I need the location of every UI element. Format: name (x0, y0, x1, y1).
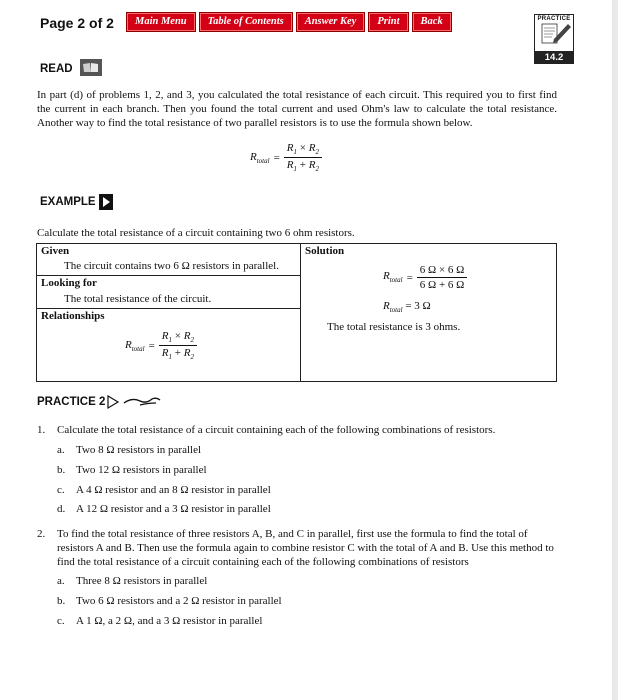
formula-fraction (284, 142, 322, 173)
relationships-formula (125, 330, 197, 361)
given-cell (37, 244, 301, 276)
solution-fraction (417, 264, 468, 291)
relationships-cell (37, 309, 301, 382)
formula-denominator: $R_1 + R_2$ (286, 159, 319, 174)
solution-conclusion: The total resistance is 3 ohms. (327, 321, 461, 333)
section-code: 14.2 (534, 51, 574, 64)
read-heading (40, 59, 102, 79)
page-edge (612, 0, 618, 700)
rel-numerator: $R_1 \times R_2$ (159, 330, 197, 346)
pencil-paper-icon (535, 22, 572, 46)
example-heading (40, 194, 113, 210)
question-1 (37, 423, 557, 437)
formula-lhs: $R_{total}$ (250, 150, 270, 165)
main-menu-button[interactable]: Main Menu (126, 12, 196, 32)
answer-key-button[interactable]: Answer Key (296, 12, 366, 32)
practice-badge (534, 14, 574, 64)
q1-item-a: a. Two 8 Ω resistors in parallel (57, 444, 202, 456)
nav-bar (126, 12, 452, 32)
rel-fraction (159, 330, 197, 361)
solution-numerator: 6 Ω × 6 Ω (417, 264, 468, 278)
practice-badge-title: PRACTICE (537, 16, 571, 22)
example-intro: Calculate the total resistance of a circuit containing two 6 ohm resistors. (37, 227, 355, 239)
practice-arrow-icon (106, 394, 168, 410)
read-paragraph: In part (d) of problems 1, 2, and 3, you calculated the total resistance of each circuit. This required you to first find the current in each branch. Then you found the total current and used Ohm's law to calculate the total resistance. Another way to find the total resistance of two parallel resistors is to use the formula shown below. (37, 89, 557, 129)
practice-heading (37, 394, 168, 410)
question-text: To find the total resistance of three resistors A, B, and C in parallel, first use the formula to find the total of resistors A and B. Then use the formula again to combine resistor C with the total of A and B. Use this method to find the total resistance of a circuit containing each of the following combinations of resistors (57, 528, 554, 568)
q1-item-c: c. A 4 Ω resistor and an 8 Ω resistor in parallel (57, 484, 271, 496)
rel-equals: = (148, 339, 155, 352)
example-label: EXAMPLE (40, 196, 96, 208)
formula-numerator: $R_1 \times R_2$ (284, 142, 322, 158)
read-label: READ (40, 63, 73, 76)
practice-label: PRACTICE 2 (37, 396, 106, 408)
solution-formula (383, 264, 467, 291)
question-number: 2. (37, 528, 46, 540)
q2-item-a: a. Three 8 Ω resistors in parallel (57, 575, 208, 587)
parallel-resistance-formula (250, 142, 322, 173)
q1-item-d: d. A 12 Ω resistor and a 3 Ω resistor in parallel (57, 503, 271, 515)
solution-cell (301, 244, 557, 382)
rel-lhs: $R_{total}$ (125, 338, 145, 353)
question-2 (37, 527, 562, 569)
example-table (36, 243, 557, 382)
page-indicator: Page 2 of 2 (40, 15, 114, 31)
print-button[interactable]: Print (368, 12, 408, 32)
back-button[interactable]: Back (412, 12, 452, 32)
looking-for-header: Looking for (41, 277, 97, 289)
solution-equals: = (406, 271, 413, 284)
solution-lhs: $R_{total}$ (383, 270, 403, 285)
q2-item-b: b. Two 6 Ω resistors and a 2 Ω resistor in parallel (57, 595, 282, 607)
rel-denominator: $R_1 + R_2$ (161, 347, 194, 362)
question-number: 1. (37, 424, 46, 436)
book-icon (80, 59, 102, 79)
relationships-header: Relationships (41, 310, 105, 322)
given-header: Given (41, 245, 70, 257)
question-text: Calculate the total resistance of a circuit containing each of the following combinations of resistors. (57, 424, 496, 436)
given-text: The circuit contains two 6 Ω resistors in parallel. (64, 260, 279, 272)
play-arrow-icon (99, 194, 113, 210)
solution-denominator: 6 Ω + 6 Ω (419, 279, 465, 291)
table-of-contents-button[interactable]: Table of Contents (199, 12, 293, 32)
looking-for-text: The total resistance of the circuit. (64, 293, 212, 305)
solution-result: $R_{total} = 3$ Ω (383, 300, 431, 315)
q2-item-c: c. A 1 Ω, a 2 Ω, and a 3 Ω resistor in parallel (57, 615, 263, 627)
practice-badge-frame (534, 14, 574, 52)
formula-equals: = (273, 151, 280, 164)
solution-header: Solution (305, 245, 345, 257)
looking-for-cell (37, 276, 301, 309)
q1-item-b: b. Two 12 Ω resistors in parallel (57, 464, 207, 476)
